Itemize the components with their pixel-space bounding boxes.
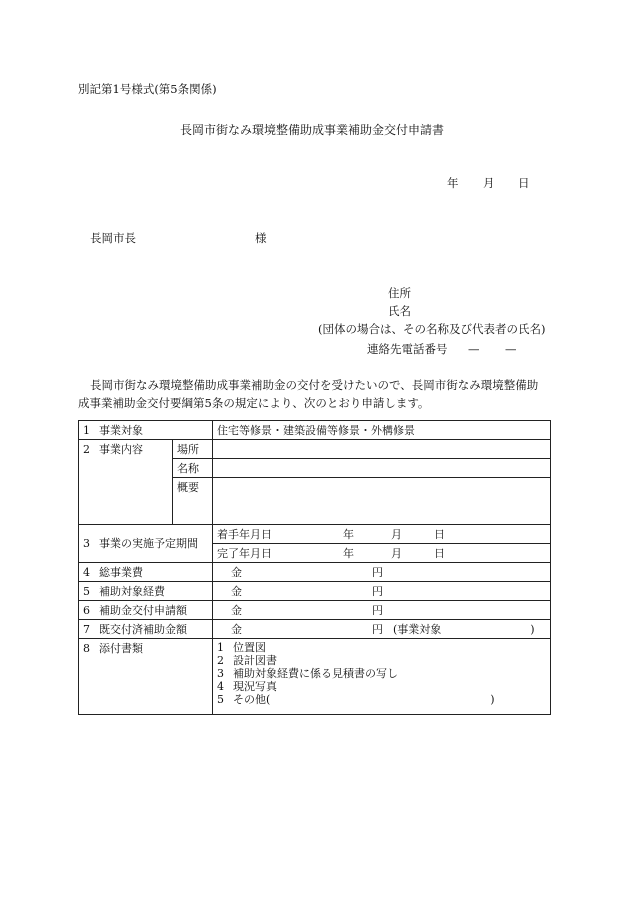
yen-unit: 円 <box>372 603 383 617</box>
group-note: (団体の場合は、その名称及び代表者の氏名) <box>318 322 546 336</box>
list-item <box>217 641 546 654</box>
row-number: 4 <box>83 565 90 579</box>
list-item <box>217 667 546 680</box>
start-date-cell[interactable] <box>213 525 551 544</box>
row-number: 3 <box>83 537 90 550</box>
name-label: 氏名 <box>388 304 411 318</box>
other-close-paren: ) <box>490 693 495 706</box>
row-label-cell <box>79 582 213 601</box>
body-paragraph-line: 長岡市街なみ環境整備助成事業補助金の交付を受けたいので、長岡市街なみ環境整備助 <box>90 378 539 392</box>
name-label-cell: 名称 <box>173 459 213 478</box>
eligible-cost-field[interactable] <box>213 582 551 601</box>
date-month-label: 月 <box>483 176 495 190</box>
phone-label: 連絡先電話番号 <box>367 342 448 356</box>
table-row <box>79 563 551 582</box>
project-target-note: (事業対象 <box>393 622 442 636</box>
row-label-cell <box>79 620 213 639</box>
table-row <box>79 639 551 715</box>
yen-unit: 円 <box>372 565 383 579</box>
total-cost-field[interactable] <box>213 563 551 582</box>
row-label-cell <box>79 525 213 563</box>
attachments-list <box>213 639 551 715</box>
schedule-label: 事業の実施予定期間 <box>99 537 198 550</box>
requested-amount-field[interactable] <box>213 601 551 620</box>
row-number: 6 <box>83 603 90 617</box>
yen-unit: 円 <box>372 622 383 636</box>
row-number: 5 <box>83 584 90 598</box>
item-text: 補助対象経費に係る見積書の写し <box>233 667 398 680</box>
prior-grant-field[interactable] <box>213 620 551 639</box>
row-label-cell <box>79 440 173 525</box>
project-content-label: 事業内容 <box>99 443 143 456</box>
project-target-text: 住宅等修景・建築設備等修景・外構修景 <box>217 423 415 437</box>
row-number: 2 <box>83 443 90 456</box>
row-label-cell <box>79 639 213 715</box>
honorific: 様 <box>255 231 267 245</box>
list-item <box>217 693 546 706</box>
row-label-cell <box>79 563 213 582</box>
list-item <box>217 654 546 667</box>
item-text: 現況写真 <box>233 680 277 693</box>
project-target-value <box>213 421 551 440</box>
yen-unit: 円 <box>372 584 383 598</box>
note-close-paren: ) <box>530 622 535 636</box>
year-unit: 年 <box>343 546 354 560</box>
project-target-label: 事業対象 <box>99 423 143 437</box>
phone-dash: — <box>468 342 480 356</box>
address-label: 住所 <box>388 286 411 300</box>
item-number: 1 <box>217 641 224 654</box>
row-label-cell <box>79 421 213 440</box>
table-row <box>79 620 551 639</box>
row-number: 7 <box>83 622 90 636</box>
end-date-label: 完了年月日 <box>217 546 272 560</box>
day-unit: 日 <box>434 546 445 560</box>
item-text: その他( <box>233 693 271 706</box>
addressee: 長岡市長 <box>90 231 136 245</box>
day-unit: 日 <box>434 527 445 541</box>
total-cost-label: 総事業費 <box>99 565 143 579</box>
date-day-label: 日 <box>518 176 530 190</box>
kin-prefix: 金 <box>231 603 242 617</box>
date-year-label: 年 <box>447 176 459 190</box>
list-item <box>217 680 546 693</box>
table-row <box>79 601 551 620</box>
location-field[interactable] <box>213 440 551 459</box>
body-paragraph-line: 成事業補助金交付要綱第5条の規定により、次のとおり申請します。 <box>78 396 430 410</box>
kin-prefix: 金 <box>231 565 242 579</box>
table-row <box>79 421 551 440</box>
item-text: 位置図 <box>233 641 266 654</box>
item-number: 2 <box>217 654 224 667</box>
item-number: 3 <box>217 667 224 680</box>
start-date-label: 着手年月日 <box>217 527 272 541</box>
attachments-label: 添付書類 <box>99 642 143 655</box>
prior-grant-label: 既交付済補助金額 <box>99 622 187 636</box>
form-reference: 別記第1号様式(第5条関係) <box>78 82 217 96</box>
row-number: 8 <box>83 642 90 655</box>
year-unit: 年 <box>343 527 354 541</box>
phone-dash: — <box>505 342 517 356</box>
location-label: 場所 <box>173 440 213 459</box>
overview-label: 概要 <box>173 478 213 525</box>
requested-amount-label: 補助金交付申請額 <box>99 603 187 617</box>
document-title: 長岡市街なみ環境整備助成事業補助金交付申請書 <box>180 123 445 137</box>
row-number: 1 <box>83 423 90 437</box>
application-table <box>78 420 551 715</box>
project-name-field[interactable] <box>213 459 551 478</box>
eligible-cost-label: 補助対象経費 <box>99 584 165 598</box>
item-text: 設計図書 <box>233 654 277 667</box>
month-unit: 月 <box>391 527 402 541</box>
month-unit: 月 <box>391 546 402 560</box>
table-row <box>79 525 551 544</box>
row-label-cell <box>79 601 213 620</box>
end-date-cell[interactable] <box>213 544 551 563</box>
item-number: 4 <box>217 680 224 693</box>
table-row <box>79 440 551 459</box>
kin-prefix: 金 <box>231 584 242 598</box>
overview-field[interactable] <box>213 478 551 525</box>
item-number: 5 <box>217 693 224 706</box>
kin-prefix: 金 <box>231 622 242 636</box>
table-row <box>79 582 551 601</box>
